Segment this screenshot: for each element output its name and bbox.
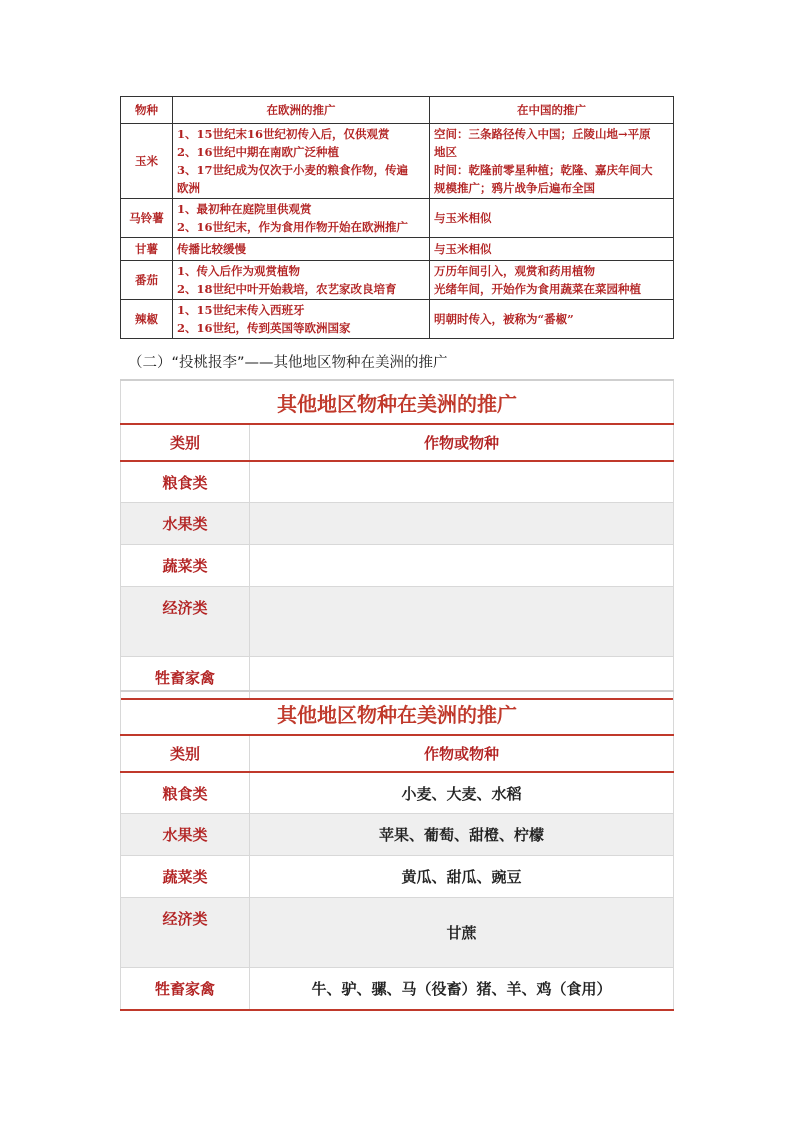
table-row bbox=[121, 814, 674, 856]
answer-cell[interactable] bbox=[250, 461, 674, 503]
table-row bbox=[121, 199, 674, 238]
species-name: 玉米 bbox=[121, 124, 173, 199]
category-cell: 牲畜家禽 bbox=[121, 657, 250, 700]
answer-cell: 牛、驴、骡、马（役畜）猪、羊、鸡（食用） bbox=[250, 968, 674, 1011]
category-cell: 水果类 bbox=[121, 503, 250, 545]
cell-line: 明朝时传入，被称为“番椒” bbox=[434, 312, 574, 326]
table-row bbox=[121, 898, 674, 968]
cell-line: 2、16世纪，传到英国等欧洲国家 bbox=[177, 321, 351, 335]
answer-cell: 小麦、大麦、水稻 bbox=[250, 772, 674, 814]
column-header-crops: 作物或物种 bbox=[250, 735, 674, 772]
table-row bbox=[121, 124, 674, 199]
answer-cell: 甘蔗 bbox=[250, 898, 674, 968]
table-title: 其他地区物种在美洲的推广 bbox=[121, 691, 674, 735]
column-header-row bbox=[121, 424, 674, 461]
cell-line: 欧洲 bbox=[177, 181, 200, 195]
column-header-category: 类别 bbox=[121, 735, 250, 772]
answer-cell[interactable] bbox=[250, 503, 674, 545]
europe-cell bbox=[173, 261, 430, 300]
cell-line: 2、18世纪中叶开始栽培，农艺家改良培育 bbox=[177, 282, 397, 296]
cell-line: 2、16世纪中期在南欧广泛种植 bbox=[177, 145, 340, 159]
header-china: 在中国的推广 bbox=[430, 97, 674, 124]
cell-line: 地区 bbox=[434, 145, 457, 159]
answer-cell[interactable] bbox=[250, 545, 674, 587]
header-species: 物种 bbox=[121, 97, 173, 124]
europe-cell bbox=[173, 124, 430, 199]
table-row bbox=[121, 300, 674, 339]
europe-cell bbox=[173, 238, 430, 261]
table-title-row bbox=[121, 380, 674, 424]
header-europe: 在欧洲的推广 bbox=[173, 97, 430, 124]
table-row bbox=[121, 238, 674, 261]
europe-cell bbox=[173, 199, 430, 238]
table-title-row bbox=[121, 691, 674, 735]
category-cell: 牲畜家禽 bbox=[121, 968, 250, 1011]
europe-cell bbox=[173, 300, 430, 339]
cell-line: 1、15世纪末传入西班牙 bbox=[177, 303, 305, 317]
category-cell: 蔬菜类 bbox=[121, 545, 250, 587]
cell-line: 与玉米相似 bbox=[434, 242, 492, 256]
category-cell: 蔬菜类 bbox=[121, 856, 250, 898]
cell-line: 时间：乾隆前零星种植；乾隆、嘉庆年间大 bbox=[434, 163, 653, 177]
table-row bbox=[121, 968, 674, 1011]
species-name: 马铃薯 bbox=[121, 199, 173, 238]
answer-cell[interactable] bbox=[250, 587, 674, 657]
cell-line: 与玉米相似 bbox=[434, 211, 492, 225]
category-cell: 经济类 bbox=[121, 587, 250, 657]
americas-species-blank-table bbox=[120, 379, 674, 700]
cell-line: 空间：三条路径传入中国；丘陵山地→平原 bbox=[434, 127, 651, 141]
category-cell: 经济类 bbox=[121, 898, 250, 968]
table-row bbox=[121, 856, 674, 898]
china-cell bbox=[430, 300, 674, 339]
column-header-row bbox=[121, 735, 674, 772]
category-cell: 粮食类 bbox=[121, 772, 250, 814]
species-name: 甘薯 bbox=[121, 238, 173, 261]
species-name: 番茄 bbox=[121, 261, 173, 300]
table-row bbox=[121, 461, 674, 503]
china-cell bbox=[430, 238, 674, 261]
cell-line: 1、最初种在庭院里供观赏 bbox=[177, 202, 312, 216]
cell-line: 1、传入后作为观赏植物 bbox=[177, 264, 301, 278]
cell-line: 3、17世纪成为仅次于小麦的粮食作物，传遍 bbox=[177, 163, 409, 177]
china-cell bbox=[430, 199, 674, 238]
table-row bbox=[121, 261, 674, 300]
cell-line: 万历年间引入，观赏和药用植物 bbox=[434, 264, 595, 278]
china-cell bbox=[430, 261, 674, 300]
table-row bbox=[121, 772, 674, 814]
category-cell: 水果类 bbox=[121, 814, 250, 856]
species-europe-china-table bbox=[120, 96, 674, 339]
answer-cell: 黄瓜、甜瓜、豌豆 bbox=[250, 856, 674, 898]
table-header-row bbox=[121, 97, 674, 124]
americas-species-answer-table bbox=[120, 690, 674, 1011]
cell-line: 光绪年间，开始作为食用蔬菜在菜园种植 bbox=[434, 282, 641, 296]
table-row bbox=[121, 503, 674, 545]
cell-line: 传播比较缓慢 bbox=[177, 242, 246, 256]
table-title: 其他地区物种在美洲的推广 bbox=[121, 380, 674, 424]
table-row bbox=[121, 587, 674, 657]
cell-line: 规模推广；鸦片战争后遍布全国 bbox=[434, 181, 595, 195]
answer-cell: 苹果、葡萄、甜橙、柠檬 bbox=[250, 814, 674, 856]
column-header-crops: 作物或物种 bbox=[250, 424, 674, 461]
cell-line: 1、15世纪末16世纪初传入后，仅供观赏 bbox=[177, 127, 390, 141]
species-name: 辣椒 bbox=[121, 300, 173, 339]
column-header-category: 类别 bbox=[121, 424, 250, 461]
cell-line: 2、16世纪末，作为食用作物开始在欧洲推广 bbox=[177, 220, 409, 234]
section-heading: （二）“投桃报李”——其他地区物种在美洲的推广 bbox=[128, 355, 448, 371]
category-cell: 粮食类 bbox=[121, 461, 250, 503]
china-cell bbox=[430, 124, 674, 199]
table-row bbox=[121, 545, 674, 587]
